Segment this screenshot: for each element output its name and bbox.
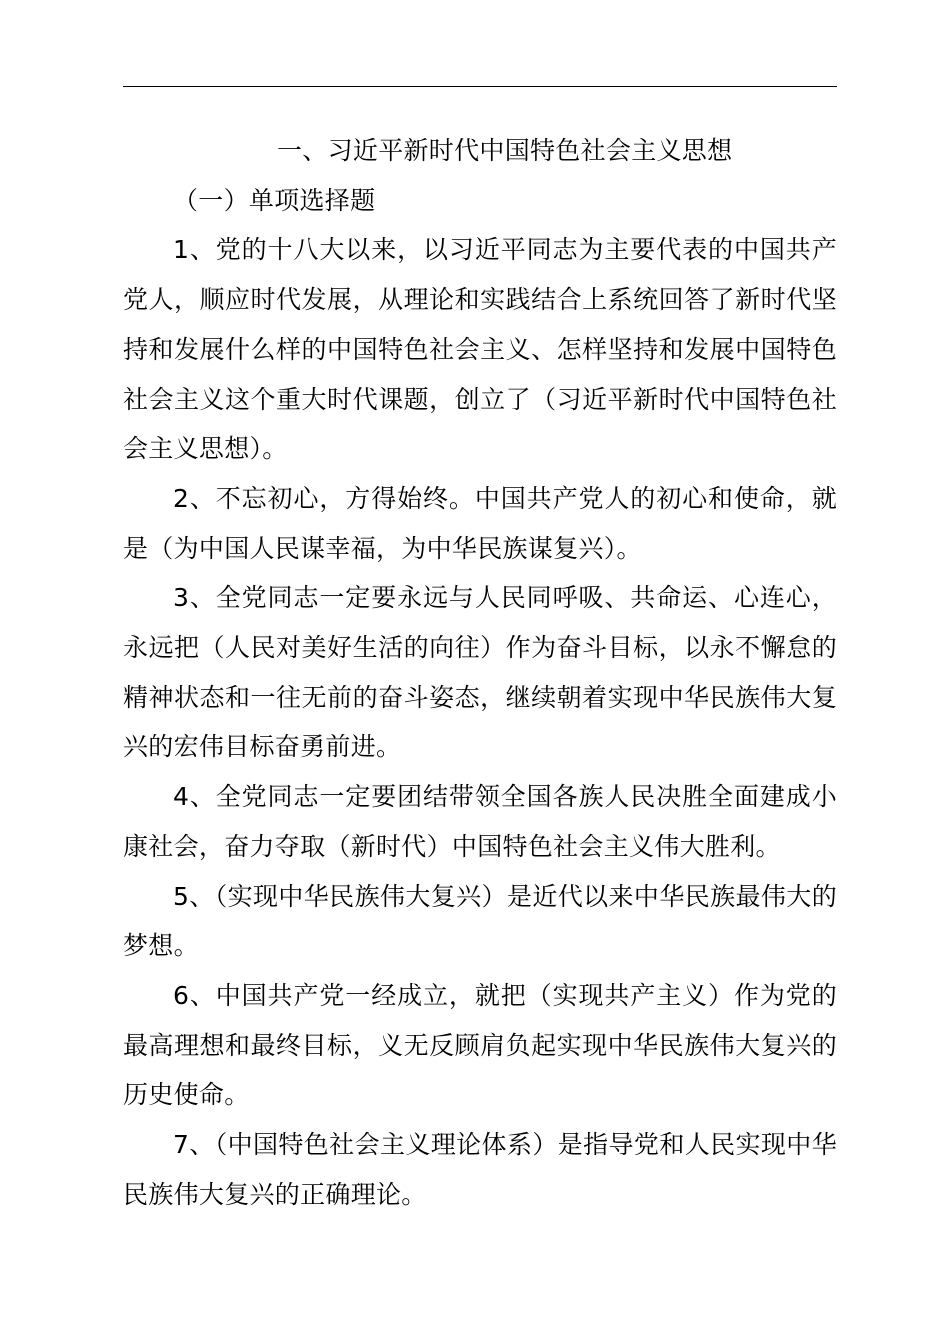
section-title: 一、习近平新时代中国特色社会主义思想: [277, 136, 733, 165]
question-item-6: 6、中国共产党一经成立，就把（实现共产主义）作为党的最高理想和最终目标，义无反顾肩负起实现中华民族伟大复兴的历史使命。: [123, 980, 837, 1110]
question-item-7: 7、（中国特色社会主义理论体系）是指导党和人民实现中华民族伟大复兴的正确理论。: [123, 1130, 837, 1209]
question-item-4: 4、全党同志一定要团结带领全国各族人民决胜全面建成小康社会，奋力夺取（新时代）中国特色社会主义伟大胜利。: [123, 782, 837, 861]
question-item-1: 1、党的十八大以来，以习近平同志为主要代表的中国共产党人，顺应时代发展，从理论和实践结合上系统回答了新时代坚持和发展什么样的中国特色社会主义、怎样坚持和发展中国特色社会主义这个重大时代课题，创立了（习近平新时代中国特色社会主义思想）。: [123, 235, 837, 464]
question-item-5: 5、（实现中华民族伟大复兴）是近代以来中华民族最伟大的梦想。: [123, 881, 837, 961]
question-item-2: 2、不忘初心，方得始终。中国共产党人的初心和使命，就是（为中国人民谋幸福，为中华民族谋复兴）。: [123, 483, 837, 563]
document-body: [123, 126, 837, 1219]
header-rule: [123, 86, 837, 87]
question-item-3: 3、全党同志一定要永远与人民同呼吸、共命运、心连心，永远把（人民对美好生活的向往）作为奋斗目标，以永不懈怠的精神状态和一往无前的奋斗姿态，继续朝着实现中华民族伟大复兴的宏伟目标奋勇前进。: [123, 583, 837, 762]
subsection-title: （一）单项选择题: [173, 185, 376, 215]
